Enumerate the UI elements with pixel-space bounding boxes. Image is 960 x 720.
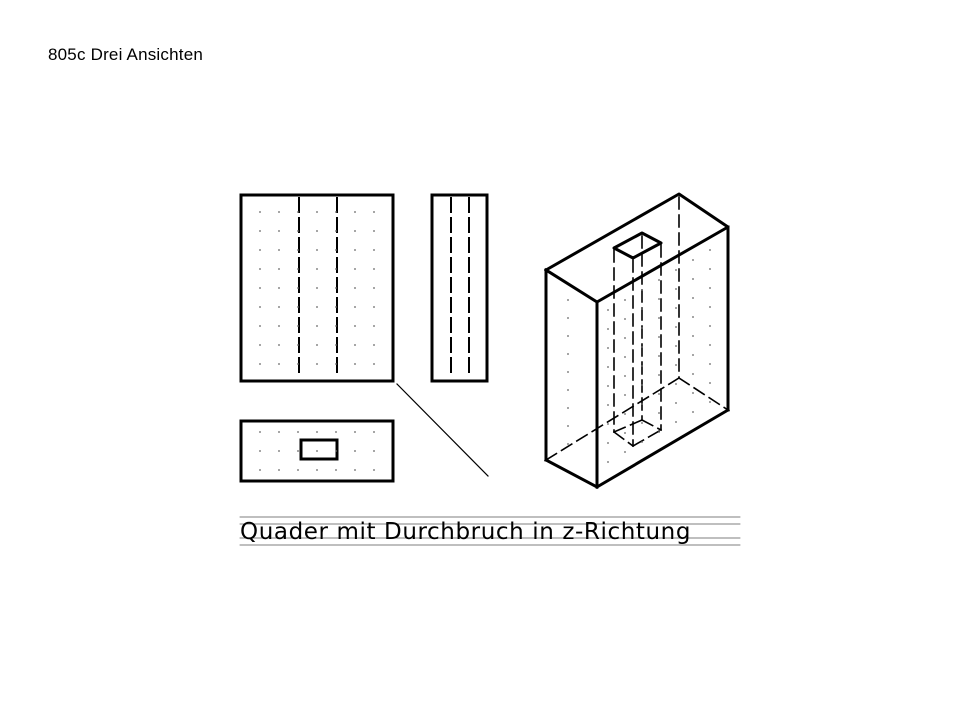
grid-dot	[354, 431, 356, 433]
grid-dot	[641, 403, 643, 405]
grid-dot	[567, 353, 569, 355]
grid-dots	[567, 249, 711, 463]
grid-dot	[297, 431, 299, 433]
grid-dot	[624, 451, 626, 453]
grid-dot	[624, 337, 626, 339]
grid-dot	[373, 469, 375, 471]
grid-dot	[675, 383, 677, 385]
grid-dot	[278, 249, 280, 251]
isometric-view	[546, 194, 728, 487]
grid-dot	[278, 363, 280, 365]
grid-dot	[373, 431, 375, 433]
grid-dot	[335, 268, 337, 270]
grid-dot	[354, 363, 356, 365]
grid-dot	[335, 431, 337, 433]
grid-dot	[567, 317, 569, 319]
grid-dot	[335, 469, 337, 471]
grid-dot	[624, 299, 626, 301]
grid-dot	[297, 325, 299, 327]
grid-dot	[709, 363, 711, 365]
grid-dot	[692, 373, 694, 375]
grid-dot	[709, 249, 711, 251]
grid-dot	[709, 344, 711, 346]
grid-dot	[373, 211, 375, 213]
projection-line	[397, 384, 488, 476]
grid-dot	[607, 404, 609, 406]
grid-dot	[624, 394, 626, 396]
grid-dot	[658, 431, 660, 433]
grid-dot	[297, 287, 299, 289]
grid-dot	[354, 268, 356, 270]
grid-dot	[316, 325, 318, 327]
grid-dot	[373, 249, 375, 251]
top-view	[241, 421, 393, 481]
grid-dot	[641, 327, 643, 329]
grid-dot	[297, 230, 299, 232]
grid-dot	[297, 249, 299, 251]
grid-dot	[316, 230, 318, 232]
grid-dot	[278, 230, 280, 232]
grid-dot	[675, 364, 677, 366]
grid-dot	[259, 249, 261, 251]
grid-dot	[641, 441, 643, 443]
grid-dot	[316, 249, 318, 251]
grid-dot	[641, 422, 643, 424]
grid-dot	[607, 385, 609, 387]
grid-dot	[354, 249, 356, 251]
grid-dot	[624, 318, 626, 320]
grid-dot	[567, 335, 569, 337]
grid-dot	[316, 450, 318, 452]
grid-dot	[278, 211, 280, 213]
grid-dots	[259, 211, 375, 365]
grid-dot	[259, 450, 261, 452]
grid-dot	[316, 287, 318, 289]
grid-dot	[259, 363, 261, 365]
grid-dot	[316, 211, 318, 213]
grid-dot	[335, 249, 337, 251]
grid-dot	[316, 431, 318, 433]
side-view	[432, 195, 487, 381]
grid-dot	[373, 344, 375, 346]
grid-dot	[641, 289, 643, 291]
grid-dot	[607, 442, 609, 444]
grid-dot	[567, 389, 569, 391]
grid-dot	[278, 344, 280, 346]
grid-dot	[567, 299, 569, 301]
grid-dot	[316, 344, 318, 346]
grid-dot	[354, 450, 356, 452]
drawing-caption: Quader mit Durchbruch in z-Richtung	[240, 519, 692, 545]
grid-dot	[567, 425, 569, 427]
grid-dot	[335, 306, 337, 308]
grid-dot	[709, 306, 711, 308]
grid-dot	[624, 356, 626, 358]
grid-dot	[675, 269, 677, 271]
grid-dot	[658, 374, 660, 376]
grid-dot	[259, 469, 261, 471]
grid-dot	[567, 443, 569, 445]
grid-dot	[335, 344, 337, 346]
grid-dot	[675, 345, 677, 347]
grid-dot	[641, 346, 643, 348]
grid-dot	[259, 344, 261, 346]
grid-dot	[354, 230, 356, 232]
grid-dot	[354, 469, 356, 471]
grid-dot	[297, 306, 299, 308]
grid-dot	[607, 347, 609, 349]
grid-dot	[658, 279, 660, 281]
grid-dot	[709, 325, 711, 327]
grid-dot	[624, 432, 626, 434]
grid-dot	[692, 354, 694, 356]
grid-dot	[658, 355, 660, 357]
grid-dot	[335, 211, 337, 213]
grid-dot	[692, 411, 694, 413]
grid-dot	[607, 328, 609, 330]
grid-dot	[709, 382, 711, 384]
grid-dot	[692, 278, 694, 280]
grid-dot	[373, 325, 375, 327]
grid-dot	[709, 268, 711, 270]
grid-dot	[675, 307, 677, 309]
grid-dot	[297, 469, 299, 471]
grid-dot	[692, 297, 694, 299]
grid-dot	[259, 211, 261, 213]
grid-dot	[278, 287, 280, 289]
grid-dot	[641, 384, 643, 386]
grid-dot	[607, 366, 609, 368]
grid-dot	[259, 325, 261, 327]
grid-dot	[658, 393, 660, 395]
grid-dot	[373, 230, 375, 232]
grid-dot	[641, 365, 643, 367]
grid-dot	[709, 287, 711, 289]
grid-dot	[354, 211, 356, 213]
grid-dot	[316, 469, 318, 471]
grid-dot	[675, 288, 677, 290]
grid-dot	[297, 450, 299, 452]
grid-dot	[692, 316, 694, 318]
grid-dot	[316, 268, 318, 270]
grid-dot	[278, 469, 280, 471]
grid-dot	[278, 306, 280, 308]
grid-dot	[335, 287, 337, 289]
grid-dot	[658, 336, 660, 338]
front-view	[241, 195, 393, 381]
grid-dot	[278, 450, 280, 452]
grid-dots	[259, 431, 375, 471]
grid-dot	[297, 363, 299, 365]
grid-dot	[675, 402, 677, 404]
grid-dot	[658, 412, 660, 414]
grid-dot	[316, 306, 318, 308]
grid-dot	[373, 287, 375, 289]
grid-dot	[354, 306, 356, 308]
grid-dot	[624, 413, 626, 415]
grid-dot	[692, 392, 694, 394]
grid-dot	[373, 450, 375, 452]
grid-dot	[297, 211, 299, 213]
grid-dot	[354, 325, 356, 327]
grid-dot	[607, 423, 609, 425]
grid-dot	[297, 344, 299, 346]
grid-dot	[607, 461, 609, 463]
grid-dot	[259, 268, 261, 270]
grid-dot	[709, 401, 711, 403]
grid-dot	[641, 308, 643, 310]
grid-dot	[335, 325, 337, 327]
grid-dot	[335, 450, 337, 452]
grid-dot	[316, 363, 318, 365]
grid-dot	[335, 230, 337, 232]
grid-dot	[259, 431, 261, 433]
grid-dot	[567, 371, 569, 373]
grid-dot	[373, 268, 375, 270]
grid-dot	[259, 287, 261, 289]
grid-dot	[278, 268, 280, 270]
grid-dot	[354, 287, 356, 289]
grid-dot	[259, 230, 261, 232]
grid-dot	[297, 268, 299, 270]
grid-dot	[259, 306, 261, 308]
grid-dot	[624, 375, 626, 377]
grid-dot	[373, 363, 375, 365]
grid-dot	[335, 363, 337, 365]
slide-title: 805c Drei Ansichten	[48, 45, 203, 64]
grid-dot	[692, 335, 694, 337]
grid-dot	[692, 259, 694, 261]
grid-dot	[278, 325, 280, 327]
grid-dot	[278, 431, 280, 433]
grid-dot	[658, 317, 660, 319]
grid-dot	[373, 306, 375, 308]
grid-dot	[567, 407, 569, 409]
grid-dot	[675, 326, 677, 328]
grid-dot	[607, 309, 609, 311]
grid-dot	[354, 344, 356, 346]
grid-dot	[658, 298, 660, 300]
grid-dot	[675, 421, 677, 423]
